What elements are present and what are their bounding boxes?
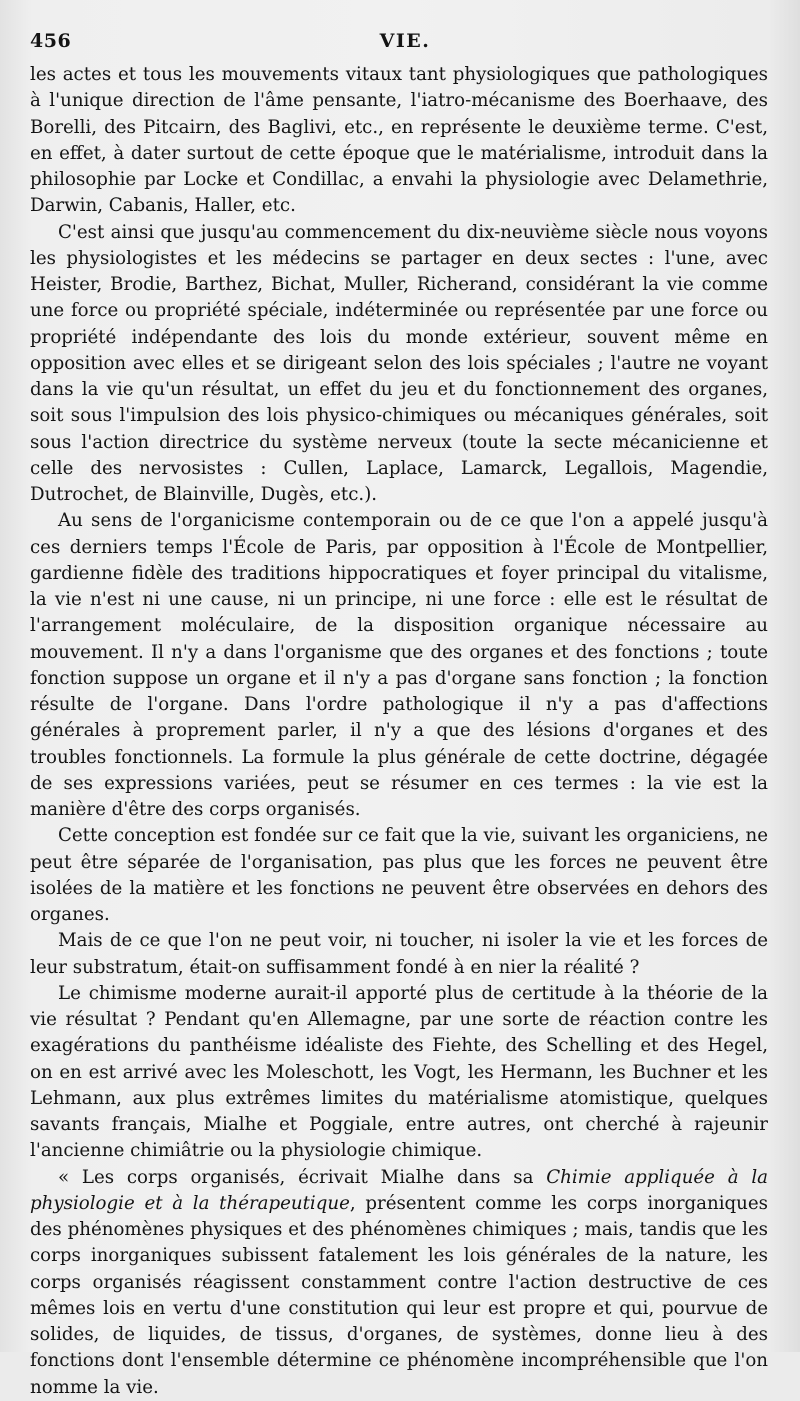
paragraph: Cette conception est fondée sur ce fait que la vie, suivant les organiciens, ne peut être séparée de l'organisation, pas plus que les forces ne peuvent être isolées de la matière et les fonctions ne peuvent être observées en dehors des organes. bbox=[30, 825, 768, 925]
paragraph: les actes et tous les mouvements vitaux tant physiologiques que pathologiques à l'unique direction de l'âme pensante, l'iatro-mécanisme des Boerhaave, des Borelli, des Pitcairn, des Baglivi, etc., en représente le deuxième terme. C'est, en effet, à dater surtout de cette époque que le matérialisme, introduit dans la philosophie par Locke et Condillac, a envahi la physiologie avec Delamethrie, Darwin, Cabanis, Haller, etc. bbox=[30, 64, 768, 217]
text-body bbox=[30, 62, 768, 1401]
page-number: 456 bbox=[30, 30, 72, 52]
running-head: VIE. bbox=[379, 30, 431, 52]
paragraph: Mais de ce que l'on ne peut voir, ni toucher, ni isoler la vie et les forces de leur substratum, était-on suffisamment fondé à en nier la réalité ? bbox=[30, 930, 768, 978]
book-title: Chimie appliquée à la physiologie et à la thérapeutique bbox=[30, 1166, 768, 1214]
quote-intro: « Les corps organisés, écrivait Mialhe dans sa bbox=[58, 1166, 547, 1188]
paragraph: Le chimisme moderne aurait-il apporté plus de certitude à la théorie de la vie résultat ? Pendant qu'en Allemagne, par une sorte de réaction contre les exagérations du panthéisme idéaliste des Fiehte, des Schelling et des Hegel, on en est arrivé avec les Moleschott, les Vogt, les Hermann, les Buchner et les Lehmann, aux plus extrêmes limites du matérialisme atomistique, quelques savants français, Mialhe et Poggiale, entre autres, ont cherché à rajeunir l'ancienne chimiâtrie ou la physiologie chimique. bbox=[30, 982, 768, 1162]
paragraph: C'est ainsi que jusqu'au commencement du dix-neuvième siècle nous voyons les physiologistes et les médecins se partager en deux sectes : l'une, avec Heister, Brodie, Barthez, Bichat, Muller, Richerand, considérant la vie comme une force ou propriété spéciale, indéterminée ou représentée par une force ou propriété indépendante des lois du monde extérieur, souvent même en opposition avec elles et se dirigeant selon des lois spéciales ; l'autre ne voyant dans la vie qu'un résultat, un effet du jeu et du fonctionnement des organes, soit sous l'impulsion des lois physico-chimiques ou mécaniques générales, soit sous l'action directrice du système nerveux (toute la secte mécanicienne et celle des nervosistes : Cullen, Laplace, Lamarck, Legallois, Magendie, Dutrochet, de Blainville, Dugès, etc.). bbox=[30, 221, 768, 505]
paragraph: Au sens de l'organicisme contemporain ou de ce que l'on a appelé jusqu'à ces derniers temps l'École de Paris, par opposition à l'École de Montpellier, gardienne fidèle des traditions hippocratiques et foyer principal du vitalisme, la vie n'est ni une cause, ni un principe, ni une force : elle est le résultat de l'arrangement moléculaire, de la disposition organique nécessaire au mouvement. Il n'y a dans l'organisme que des organes et des fonctions ; toute fonction suppose un organe et il n'y a pas d'organe sans fonction ; la fonction résulte de l'organe. Dans l'ordre pathologique il n'y a pas d'affections générales à proprement parler, il n'y a que des lésions d'organes et des troubles fonctionnels. La formule la plus générale de cette doctrine, dégagée de ses expressions variées, peut se résumer en ces termes : la vie est la manière d'être des corps organisés. bbox=[30, 510, 768, 820]
quote-text: , présentent comme les corps inorganiques des phénomènes physiques et des phénomènes chimiques ; mais, tandis que les corps inorganiques subissent fatalement les lois générales de la nature, les corps organisés réagissent constamment contre l'action destructive de ces mêmes lois en vertu d'une constitution qui leur est propre et qui, pourvue de solides, de liquides, de tissus, d'organes, de systèmes, donne lieu à des fonctions dont l'ensemble détermine ce phénomène incompréhensible que l'on nomme la vie. bbox=[30, 1192, 768, 1398]
quote-paragraph bbox=[30, 1165, 768, 1401]
page-header bbox=[30, 30, 770, 60]
